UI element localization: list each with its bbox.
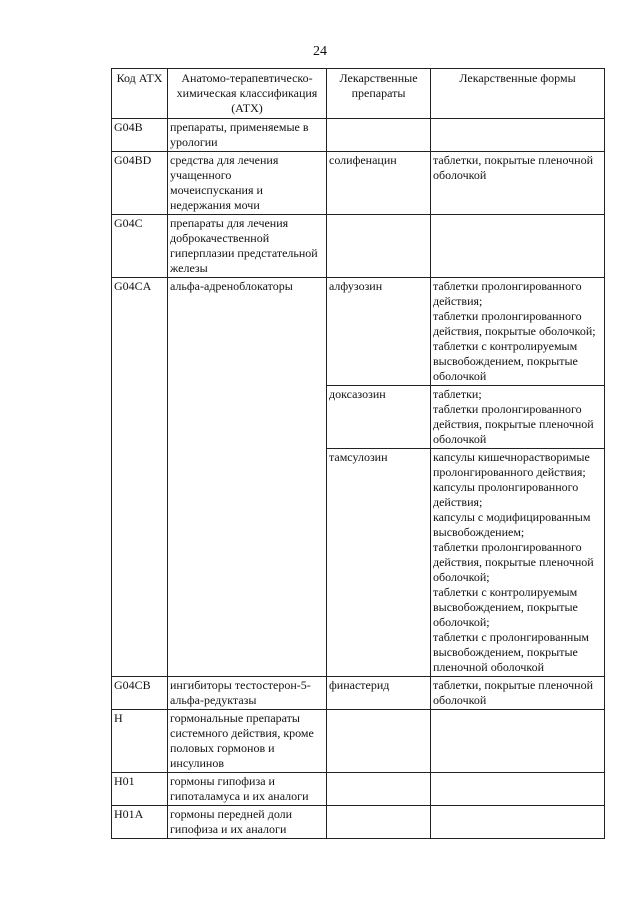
atx-classification-table: [111, 68, 605, 839]
cell-code: G04CA: [112, 278, 168, 677]
cell-class: средства для лечения учащенного мочеиспускания и недержания мочи: [168, 152, 327, 215]
cell-class: альфа-адреноблокаторы: [168, 278, 327, 677]
table-row: [112, 677, 605, 710]
cell-code: H: [112, 710, 168, 773]
cell-forms: [431, 773, 605, 806]
cell-drug: солифенацин: [327, 152, 431, 215]
cell-drug: [327, 119, 431, 152]
cell-code: H01A: [112, 806, 168, 839]
table-row: [112, 152, 605, 215]
cell-forms: [431, 710, 605, 773]
cell-drug: [327, 215, 431, 278]
table-row: [112, 806, 605, 839]
page-number: 24: [313, 44, 327, 59]
cell-forms: [431, 215, 605, 278]
cell-class: препараты для лечения доброкачественной гиперплазии предстательной железы: [168, 215, 327, 278]
header-dosage-forms: Лекарственные формы: [431, 69, 605, 119]
cell-class: гормоны гипофиза и гипоталамуса и их аналоги: [168, 773, 327, 806]
cell-class: ингибиторы тестостерон-5- альфа-редуктазы: [168, 677, 327, 710]
cell-drug: [327, 773, 431, 806]
cell-forms: таблетки; таблетки пролонгированного действия, покрытые пленочной оболочкой: [431, 386, 605, 449]
header-atx-classification: Анатомо-терапевтическо- химическая классификация (АТХ): [168, 69, 327, 119]
cell-drug: тамсулозин: [327, 449, 431, 677]
cell-forms: [431, 119, 605, 152]
header-drugs: Лекарственные препараты: [327, 69, 431, 119]
cell-drug: [327, 710, 431, 773]
table-header-row: [112, 69, 605, 119]
cell-drug: алфузозин: [327, 278, 431, 386]
table-row: [112, 215, 605, 278]
cell-forms: таблетки, покрытые пленочной оболочкой: [431, 677, 605, 710]
cell-forms: таблетки пролонгированного действия; таблетки пролонгированного действия, покрытые оболочкой; таблетки с контролируемым высвобождением, покрытые оболочкой: [431, 278, 605, 386]
header-atx-code: Код АТХ: [112, 69, 168, 119]
cell-code: H01: [112, 773, 168, 806]
table-row: [112, 710, 605, 773]
cell-drug: финастерид: [327, 677, 431, 710]
cell-code: G04C: [112, 215, 168, 278]
cell-forms: таблетки, покрытые пленочной оболочкой: [431, 152, 605, 215]
table-row: [112, 773, 605, 806]
cell-class: гормональные препараты системного действия, кроме половых гормонов и инсулинов: [168, 710, 327, 773]
cell-forms: капсулы кишечнорастворимые пролонгированного действия; капсулы пролонгированного действия; капсулы с модифицированным высвобождением; таблетки пролонгированного действия, покрытые пленочной оболочкой; таблетки с контролируемым высвобождением, покрытые оболочкой; таблетки с пролонгированным высвобождением, покрытые пленочной оболочкой: [431, 449, 605, 677]
cell-class: гормоны передней доли гипофиза и их аналоги: [168, 806, 327, 839]
cell-forms: [431, 806, 605, 839]
cell-code: G04BD: [112, 152, 168, 215]
cell-drug: доксазозин: [327, 386, 431, 449]
table-row: [112, 278, 605, 386]
table-row: [112, 119, 605, 152]
cell-class: препараты, применяемые в урологии: [168, 119, 327, 152]
cell-code: G04CB: [112, 677, 168, 710]
cell-drug: [327, 806, 431, 839]
cell-code: G04B: [112, 119, 168, 152]
